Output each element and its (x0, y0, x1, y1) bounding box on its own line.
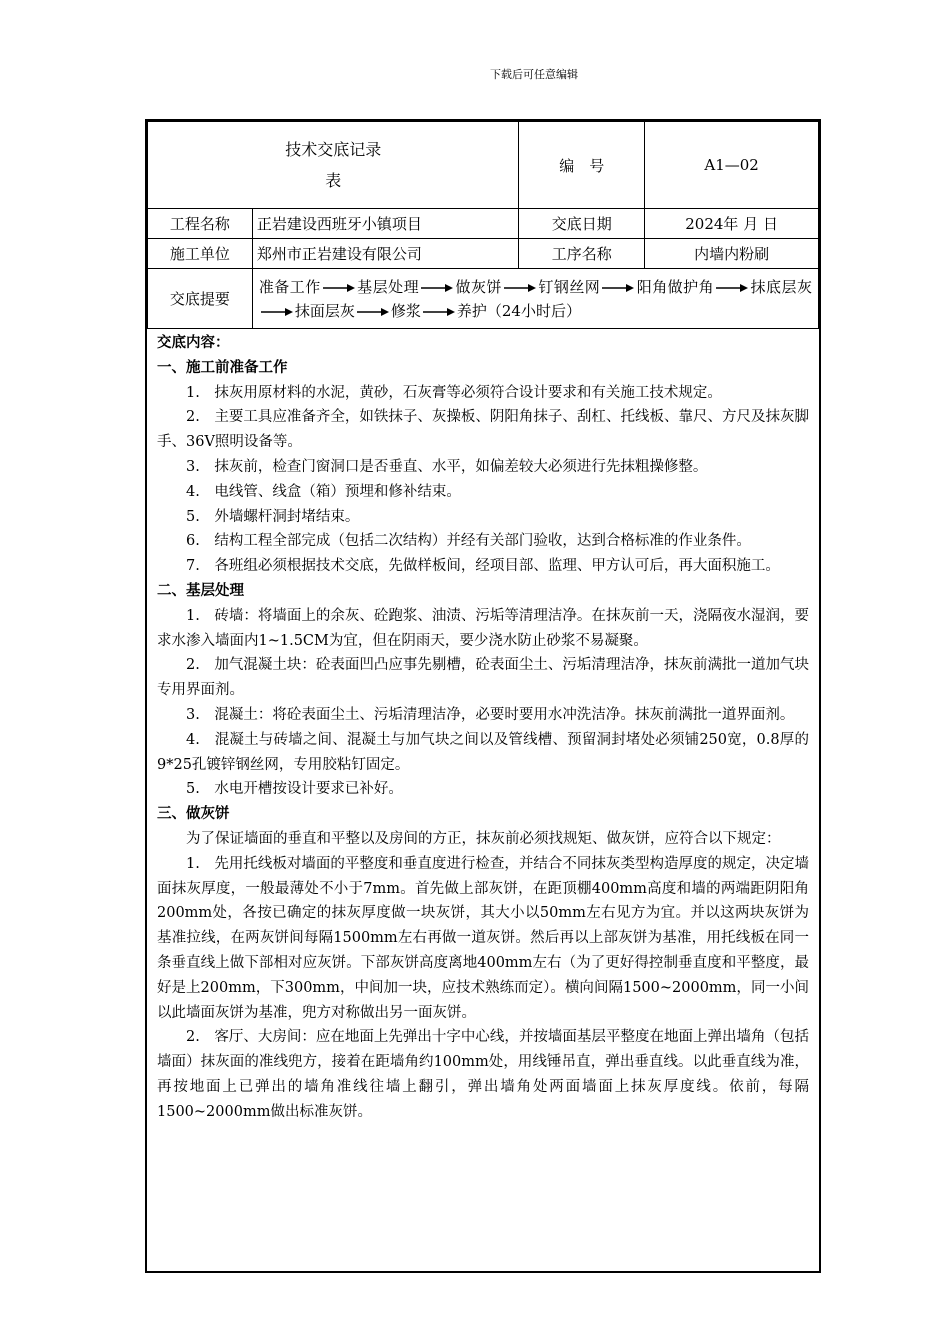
form-title (148, 122, 519, 209)
date-label: 交底日期 (519, 209, 645, 239)
paragraph: 3. 混凝土：将砼表面尘土、污垢清理洁净，必要时要用水冲洗洁净。抹灰前满批一道界面剂。 (186, 706, 795, 723)
arrow-right-icon (357, 307, 389, 317)
arrow-right-icon (602, 283, 634, 293)
step-base-coat: 抹底层灰 (750, 277, 812, 296)
process-label: 工序名称 (519, 239, 645, 269)
arrow-right-icon (423, 307, 455, 317)
content-lead: 交底内容： (157, 335, 230, 351)
paragraph: 5. 外墙螺杆洞封堵结束。 (186, 508, 360, 525)
section-heading: 二、基层处理 (157, 582, 244, 599)
header-note: 下载后可任意编辑 (490, 68, 578, 81)
paragraph: 3. 抹灰前，检查门窗洞口是否垂直、水平，如偏差较大必须进行先抹粗操修整。 (186, 458, 708, 475)
paragraph: 1. 砖墙：将墙面上的余灰、砼跑浆、油渍、污垢等清理洁净。在抹灰前一天，浇隔夜水湿润，要求水渗入墙面内1~1.5CM为宜，但在阴雨天，要少浇水防止砂浆不易凝聚。 (157, 607, 809, 649)
arrow-right-icon (504, 283, 536, 293)
paragraph: 4. 电线管、线盒（箱）预埋和修补结束。 (186, 483, 461, 500)
step-repair: 修浆 (390, 301, 421, 320)
form-header-table (147, 121, 819, 329)
paragraph: 6. 结构工程全部完成（包括二次结构）并经有关部门验收，达到合格标准的作业条件。 (186, 533, 751, 550)
paragraph: 2. 客厅、大房间：应在地面上先弹出十字中心线，并按墙面基层平整度在地面上弹出墙角（包括墙面）抹灰面的准线兜方，接着在距墙角约100mm处，用线锤吊直，弹出垂直线。以此垂直线为准，再按地面上已弹出的墙角准线往墙上翻引，弹出墙角处两面墙面上抹灰厚度线。依前，每隔1500~2000mm做出标准灰饼。 (157, 1029, 809, 1120)
paragraph: 1. 先用托线板对墙面的平整度和垂直度进行检查，并结合不同抹灰类型构造厚度的规定，决定墙面抹灰厚度，一般最薄处不小于7mm。首先做上部灰饼，在距顶棚400mm高度和墙的两端距阴阳角200mm处，各按已确定的抹灰厚度做一块灰饼，其大小以50mm左右见方为宜。并以这两块灰饼为基准拉线，在两灰饼间每隔1500mm左右再做一道灰饼。然后再以上部灰饼为基准，用托线板在同一条垂直线上做下部相对应灰饼。下部灰饼高度离地400mm左右（为了更好得控制垂直度和平整度，最好是上200mm，下300mm，中间加一块，应技术熟练而定）。横向间隔1500~2000mm，同一小间以此墙面灰饼为基准，兜方对称做出另一面灰饼。 (157, 855, 809, 1021)
number-value: A1—02 (645, 122, 819, 209)
paragraph: 4. 混凝土与砖墙之间、混凝土与加气块之间以及管线槽、预留洞封堵处必须铺250宽，0.8厚的9*25孔镀锌钢丝网，专用胶粘钉固定。 (157, 731, 809, 773)
arrow-right-icon (323, 283, 355, 293)
unit-label: 施工单位 (148, 239, 253, 269)
process-value: 内墙内粉刷 (645, 239, 819, 269)
unit-value: 郑州市正岩建设有限公司 (252, 239, 519, 269)
step-prepare: 准备工作 (258, 277, 321, 296)
paragraph: 1. 抹灰用原材料的水泥，黄砂，石灰膏等必须符合设计要求和有关施工技术规定。 (186, 384, 722, 401)
paragraph: 为了保证墙面的垂直和平整以及房间的方正，抹灰前必须找规矩、做灰饼，应符合以下规定： (186, 830, 781, 847)
step-corner: 阳角做护角 (636, 277, 715, 296)
date-value: 2024年 月 日 (645, 209, 819, 239)
paragraph: 7. 各班组必须根据技术交底，先做样板间，经项目部、监理、甲方认可后，再大面积施工。 (186, 558, 780, 575)
form-title-line1: 技术交底记录 (285, 140, 382, 159)
step-base: 基层处理 (356, 277, 420, 296)
arrow-right-icon (716, 283, 748, 293)
step-cake: 做灰饼 (455, 277, 502, 296)
section-heading: 一、施工前准备工作 (157, 359, 288, 376)
paragraph: 5. 水电开槽按设计要求已补好。 (186, 781, 403, 798)
step-face-coat: 抹面层灰 (294, 301, 355, 320)
project-value: 正岩建设西班牙小镇项目 (252, 209, 519, 239)
summary-flow (252, 269, 818, 329)
summary-label: 交底提要 (148, 269, 253, 329)
arrow-right-icon (421, 283, 453, 293)
paragraph: 2. 主要工具应准备齐全，如铁抹子、灰操板、阴阳角抹子、刮杠、托线板、靠尺、方尺及抹灰脚手、36V照明设备等。 (157, 409, 809, 451)
disclosure-content (147, 329, 819, 1125)
step-cure: 养护（24小时后） (456, 301, 581, 320)
step-mesh: 钉钢丝网 (537, 277, 601, 296)
number-label: 编 号 (519, 122, 645, 209)
disclosure-form (145, 119, 821, 1273)
paragraph: 2. 加气混凝土块：砼表面凹凸应事先剔槽，砼表面尘土、污垢清理洁净，抹灰前满批一道加气块专用界面剂。 (157, 657, 809, 699)
arrow-right-icon (261, 307, 293, 317)
section-heading: 三、做灰饼 (157, 806, 230, 823)
project-label: 工程名称 (148, 209, 253, 239)
form-title-line2: 表 (325, 171, 342, 190)
